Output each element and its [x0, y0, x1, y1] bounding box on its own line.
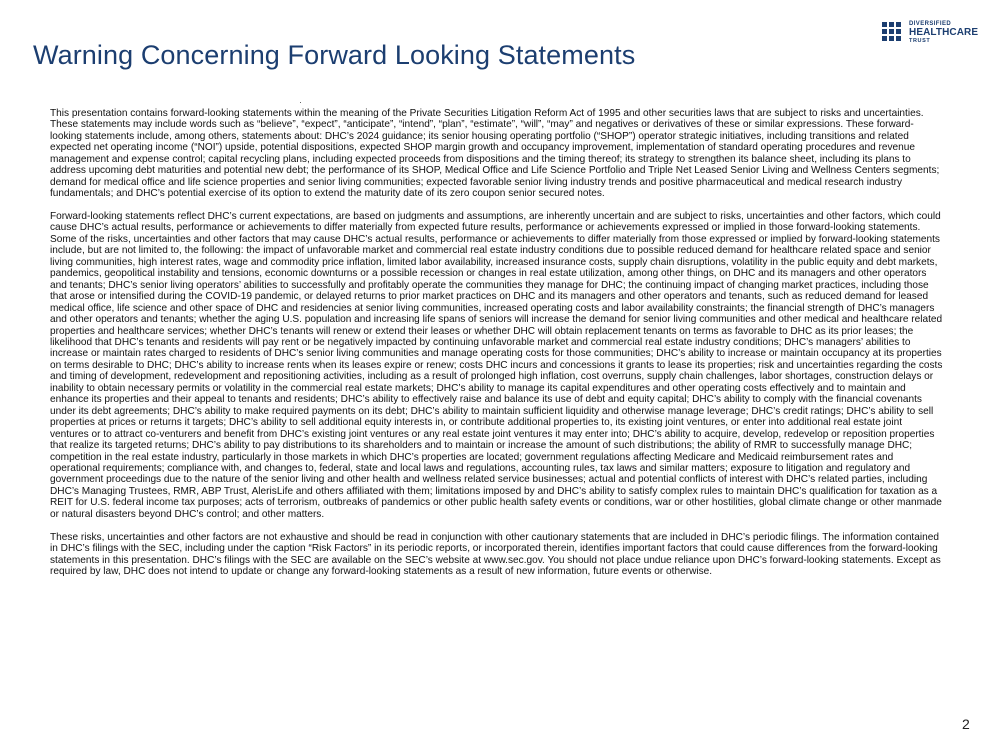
- logo-line-2: HEALTHCARE: [909, 27, 979, 38]
- logo-text: [909, 18, 978, 45]
- logo-line-3: TRUST: [909, 38, 931, 44]
- disclaimer-body: [50, 108, 943, 589]
- paragraph-risk-factors: Forward-looking statements reflect DHC’s current expectations, are based on judgments and assumptions, are inherently uncertain and are subject to risks, uncertainties and other factors, which could cause DHC’s actual results, performance or achievements to differ materially from expected future results, performance or achievements expressed or implied in those forward-looking statements. Some of the risks, uncertainties and other factors that may cause DHC’s actual results, performance or achievements to differ materially from those expressed or implied by forward-looking statements include, but are not limited to, the following: the impact of unfavorable market and commercial real estate industry conditions due to possible reduced demand for healthcare related space and senior living communities, high interest rates, wage and commodity price inflation, limited labor availability, increased insurance costs, supply chain disruptions, volatility in the public equity and debt markets, pandemics, geopolitical instability and tensions, economic downturns or a possible recession or changes in real estate utilization, among other things, on DHC and its managers and other operators and tenants; DHC’s senior living operators’ abilities to successfully and profitably operate the communities they manage for DHC; the continuing impact of changing market practices, including those that arose or intensified during the COVID-19 pandemic, or delayed returns to prior market practices on DHC and its managers and other operators and tenants, such as reduced demand for leased medical office, life science and other space of DHC and residencies at senior living communities, increased operating costs and labor availability constraints; the financial strength of DHC’s managers and other operators and tenants; whether the aging U.S. population and increasing life spans of seniors will increase the demand for senior living communities and other medical and healthcare related properties and healthcare services; whether DHC’s tenants will renew or extend their leases or whether DHC will obtain replacement tenants on terms as favorable to DHC as its prior leases; the likelihood that DHC’s tenants and residents will pay rent or be negatively impacted by continuing unfavorable market and commercial real estate industry conditions; DHC’s managers’ abilities to increase or maintain rates charged to residents of DHC’s senior living communities and manage operating costs for those communities; DHC’s ability to increase or maintain occupancy at its properties on terms desirable to DHC; DHC’s ability to increase rents when its leases expire or renew; costs DHC incurs and concessions it grants to lease its properties; risk and uncertainties regarding the costs and timing of development, redevelopment and repositioning activities, including as a result of prolonged high inflation, cost overruns, supply chain challenges, labor shortages, construction delays or inability to obtain necessary permits or volatility in the commercial real estate markets; DHC’s ability to manage its capital expenditures and other operating costs effectively and to maintain and enhance its properties and their appeal to tenants and residents; DHC’s ability to effectively raise and balance its use of debt and equity capital; DHC’s ability to comply with the financial covenants under its debt agreements; DHC’s ability to make required payments on its debt; DHC’s ability to maintain sufficient liquidity and otherwise manage leverage; DHC’s credit ratings; DHC’s ability to sell properties at prices or returns it targets; DHC’s ability to sell additional equity interests in, or contribute additional properties to, its existing joint ventures, or enter into additional real estate joint ventures or to attract co-venturers and benefit from DHC’s existing joint ventures or any real estate joint ventures it may enter into; DHC’s ability to acquire, develop, redevelop or reposition properties that realize its targeted returns; DHC’s ability to pay distributions to its shareholders and to maintain or increase the amount of such distributions; the ability of RMR to successfully manage DHC; competition in the real estate industry, particularly in those markets in which DHC’s properties are located; government regulations affecting Medicare and Medicaid reimbursement rates and operational requirements; compliance with, and changes to, federal, state and local laws and regulations, accounting rules, tax laws and similar matters; exposure to litigation and regulatory and government proceedings due to the nature of the senior living and other health and wellness related service businesses; actual and potential conflicts of interest with DHC’s related parties, including DHC’s Managing Trustees, RMR, ABP Trust, AlerisLife and others affiliated with them; limitations imposed by and DHC’s ability to satisfy complex rules to maintain DHC’s qualification for taxation as a REIT for U.S. federal income tax purposes; acts of terrorism, outbreaks of pandemics or other public health safety events or conditions, war or other hostilities, global climate change or other manmade or natural disasters beyond DHC’s control; and other matters.: [50, 211, 943, 520]
- stray-dot: [300, 102, 301, 103]
- logo-mark-icon: [882, 22, 902, 42]
- company-logo: [882, 18, 982, 46]
- logo-line-1: DIVERSIFIED: [909, 21, 952, 27]
- paragraph-conclusion: These risks, uncertainties and other factors are not exhaustive and should be read in conjunction with other cautionary statements that are included in DHC’s periodic filings. The information contained in DHC’s filings with the SEC, including under the caption “Risk Factors” in its periodic reports, or incorporated therein, identifies important factors that could cause differences from the forward-looking statements in this presentation. DHC’s filings with the SEC are available on the SEC’s website at www.sec.gov. You should not place undue reliance upon DHC’s forward-looking statements. Except as required by law, DHC does not intend to update or change any forward-looking statements as a result of new information, future events or otherwise.: [50, 531, 941, 577]
- page-number: 2: [962, 716, 970, 732]
- paragraph-intro: This presentation contains forward-looking statements within the meaning of the Private Securities Litigation Reform Act of 1995 and other securities laws that are subject to risks and uncertainties. These statements may include words such as “believe”, “expect”, “anticipate”, “intend”, “plan”, “estimate”, “will”, “may” and negatives or derivatives of these or similar expressions. These forward-looking statements include, among others, statements about: DHC’s 2024 guidance; its senior housing operating portfolio (“SHOP”) operator strategic initiatives, including transitions and related expected net operating income (“NOI”) upside, potential dispositions, expected SHOP margin growth and occupancy improvement, implementation of standard operating procedures and revenue management and expense control; capital recycling plans, including expected proceeds from dispositions and the timing thereof; its strategy to strengthen its balance sheet, including its plans to address upcoming debt maturities and potential new debt; the performance of its SHOP, Medical Office and Life Science Portfolio and Triple Net Leased Senior Living and Wellness Centers segments; demand for medical office and life science properties and senior living communities; expected favorable senior living industry trends and positive pharmaceutical and medical research industry fundamentals; and DHC’s potential exercise of its option to extend the maturity date of its zero coupon senior secured notes.: [50, 108, 940, 200]
- page-title: Warning Concerning Forward Looking Statements: [33, 40, 636, 70]
